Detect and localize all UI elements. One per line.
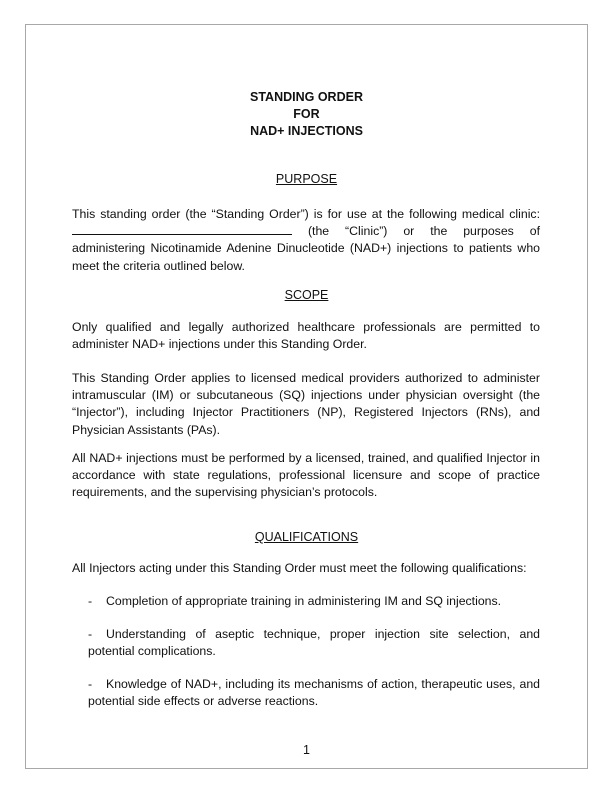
qualification-item-3 [88,676,540,710]
purpose-text-before-blank: This standing order (the “Standing Order”) is for use at the following medical clinic: [72,207,540,221]
qualifications-intro: All Injectors acting under this Standing Order must meet the following qualifications: [72,561,527,575]
title-line-3: NAD+ INJECTIONS [250,124,363,138]
purpose-text-after-blank: (the “Clinic”) or the purposes of administering Nicotinamide Adenine Dinucleotide (NAD+) injections to patients who meet the criteria outlined below. [72,224,540,273]
bullet-dash: - [88,677,93,691]
bullet-dash: - [88,627,93,641]
scope-heading: SCOPE [284,288,329,302]
qualification-item-text: Understanding of aseptic technique, proper injection site selection, and potential complications. [88,627,540,659]
page-number: 1 [303,743,310,757]
qualification-item-1 [88,593,540,610]
qualifications-heading: QUALIFICATIONS [254,530,359,544]
bullet-dash: - [88,594,93,608]
clinic-name-blank[interactable] [72,223,292,235]
qualification-item-2 [88,626,540,660]
document-page [25,24,588,769]
scope-paragraph-1: Only qualified and legally authorized healthcare professionals are permitted to administer NAD+ injections under this Standing Order. [72,320,540,352]
qualification-item-text: Completion of appropriate training in administering IM and SQ injections. [106,594,502,608]
scope-paragraph-3: All NAD+ injections must be performed by a licensed, trained, and qualified Injector in accordance with state regulations, professional licensure and scope of practice requirements, and the supervising physician’s protocols. [72,451,540,500]
purpose-heading: PURPOSE [275,172,338,186]
title-line-2: FOR [293,107,320,121]
title-line-1: STANDING ORDER [250,90,363,104]
purpose-paragraph [72,206,540,275]
qualification-item-text: Knowledge of NAD+, including its mechanisms of action, therapeutic uses, and potential side effects or adverse reactions. [88,677,540,709]
scope-paragraph-2: This Standing Order applies to licensed medical providers authorized to administer intramuscular (IM) or subcutaneous (SQ) injections under physician oversight (the “Injector”), including Injector Practitioners (NP), Registered Injectors (RNs), and Physician Assistants (PAs). [72,371,540,437]
document-title [26,89,587,140]
